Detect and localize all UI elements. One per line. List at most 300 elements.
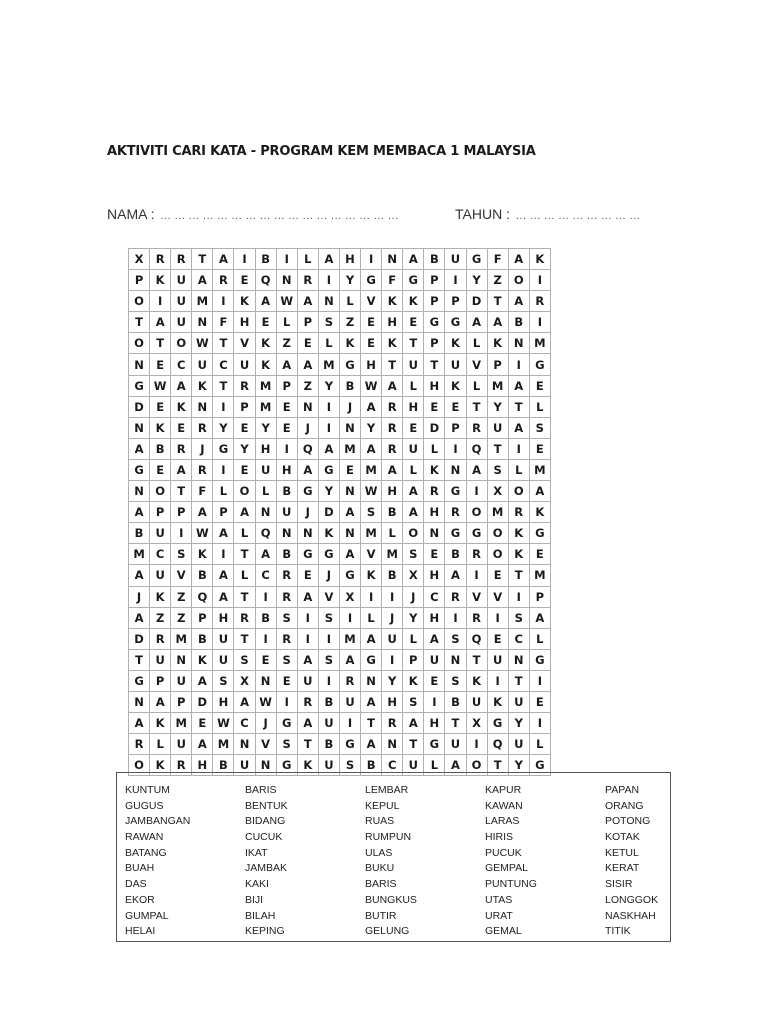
grid-cell[interactable]: A [508, 291, 529, 312]
grid-cell[interactable]: R [529, 291, 550, 312]
grid-cell[interactable]: L [529, 734, 550, 755]
grid-cell[interactable]: T [234, 544, 255, 565]
grid-cell[interactable]: T [129, 312, 150, 333]
grid-cell[interactable]: S [529, 417, 550, 438]
grid-cell[interactable]: P [445, 417, 466, 438]
grid-cell[interactable]: I [466, 481, 487, 502]
grid-cell[interactable]: I [318, 417, 339, 438]
grid-cell[interactable]: S [339, 755, 360, 776]
grid-cell[interactable]: Q [192, 586, 213, 607]
grid-cell[interactable]: L [382, 523, 403, 544]
grid-cell[interactable]: U [276, 502, 297, 523]
grid-cell[interactable]: Y [318, 375, 339, 396]
grid-cell[interactable]: P [276, 375, 297, 396]
grid-cell[interactable]: R [192, 417, 213, 438]
grid-cell[interactable]: R [171, 249, 192, 270]
grid-cell[interactable]: I [276, 691, 297, 712]
grid-cell[interactable]: G [339, 734, 360, 755]
grid-cell[interactable]: M [129, 544, 150, 565]
grid-cell[interactable]: N [382, 249, 403, 270]
grid-cell[interactable]: Y [361, 417, 382, 438]
grid-cell[interactable]: S [487, 459, 508, 480]
grid-cell[interactable]: N [339, 417, 360, 438]
grid-cell[interactable]: K [255, 333, 276, 354]
grid-cell[interactable]: L [361, 607, 382, 628]
grid-cell[interactable]: V [318, 586, 339, 607]
grid-cell[interactable]: N [192, 312, 213, 333]
grid-cell[interactable]: L [339, 291, 360, 312]
grid-cell[interactable]: G [339, 565, 360, 586]
grid-cell[interactable]: K [192, 544, 213, 565]
grid-cell[interactable]: A [297, 586, 318, 607]
grid-cell[interactable]: U [297, 670, 318, 691]
grid-cell[interactable]: D [129, 396, 150, 417]
grid-cell[interactable]: A [508, 375, 529, 396]
grid-cell[interactable]: L [466, 333, 487, 354]
grid-cell[interactable]: P [171, 502, 192, 523]
grid-cell[interactable]: K [192, 649, 213, 670]
grid-cell[interactable]: M [361, 459, 382, 480]
grid-cell[interactable]: E [529, 691, 550, 712]
grid-cell[interactable]: A [424, 628, 445, 649]
grid-cell[interactable]: P [487, 354, 508, 375]
grid-cell[interactable]: P [234, 396, 255, 417]
grid-cell[interactable]: B [361, 755, 382, 776]
grid-cell[interactable]: Y [255, 417, 276, 438]
grid-cell[interactable]: W [361, 375, 382, 396]
grid-cell[interactable]: M [382, 544, 403, 565]
grid-cell[interactable]: A [466, 459, 487, 480]
grid-cell[interactable]: E [445, 396, 466, 417]
grid-cell[interactable]: R [382, 417, 403, 438]
grid-cell[interactable]: N [255, 670, 276, 691]
grid-cell[interactable]: W [255, 691, 276, 712]
grid-cell[interactable]: B [276, 481, 297, 502]
grid-cell[interactable]: G [466, 523, 487, 544]
grid-cell[interactable]: B [508, 312, 529, 333]
grid-cell[interactable]: S [318, 312, 339, 333]
grid-cell[interactable]: O [487, 523, 508, 544]
grid-cell[interactable]: I [276, 438, 297, 459]
grid-cell[interactable]: E [487, 628, 508, 649]
grid-cell[interactable]: U [487, 649, 508, 670]
grid-cell[interactable]: M [339, 438, 360, 459]
grid-cell[interactable]: T [234, 628, 255, 649]
grid-cell[interactable]: G [445, 312, 466, 333]
grid-cell[interactable]: U [171, 270, 192, 291]
grid-cell[interactable]: V [255, 734, 276, 755]
grid-cell[interactable]: R [466, 607, 487, 628]
grid-cell[interactable]: G [445, 481, 466, 502]
grid-cell[interactable]: I [339, 713, 360, 734]
grid-cell[interactable]: Y [213, 417, 234, 438]
grid-cell[interactable]: X [403, 565, 424, 586]
grid-cell[interactable]: M [361, 523, 382, 544]
grid-cell[interactable]: F [487, 249, 508, 270]
grid-cell[interactable]: O [150, 481, 171, 502]
grid-cell[interactable]: E [529, 375, 550, 396]
grid-cell[interactable]: Y [508, 755, 529, 776]
grid-cell[interactable]: H [192, 755, 213, 776]
grid-cell[interactable]: A [192, 670, 213, 691]
grid-cell[interactable]: B [150, 438, 171, 459]
grid-cell[interactable]: B [213, 755, 234, 776]
grid-cell[interactable]: Q [466, 628, 487, 649]
grid-cell[interactable]: U [403, 354, 424, 375]
grid-cell[interactable]: V [171, 565, 192, 586]
grid-cell[interactable]: W [276, 291, 297, 312]
grid-cell[interactable]: J [297, 502, 318, 523]
grid-cell[interactable]: B [255, 607, 276, 628]
grid-cell[interactable]: N [192, 396, 213, 417]
grid-cell[interactable]: L [529, 628, 550, 649]
grid-cell[interactable]: E [234, 270, 255, 291]
grid-cell[interactable]: E [150, 396, 171, 417]
grid-cell[interactable]: U [382, 628, 403, 649]
grid-cell[interactable]: U [318, 755, 339, 776]
grid-cell[interactable]: K [403, 291, 424, 312]
grid-cell[interactable]: K [171, 396, 192, 417]
grid-cell[interactable]: U [403, 438, 424, 459]
grid-cell[interactable]: R [297, 270, 318, 291]
grid-cell[interactable]: R [382, 396, 403, 417]
grid-cell[interactable]: U [445, 734, 466, 755]
grid-cell[interactable]: O [466, 502, 487, 523]
grid-cell[interactable]: I [255, 628, 276, 649]
grid-cell[interactable]: K [529, 502, 550, 523]
grid-cell[interactable]: I [297, 628, 318, 649]
grid-cell[interactable]: H [382, 312, 403, 333]
grid-cell[interactable]: L [276, 312, 297, 333]
grid-cell[interactable]: P [529, 586, 550, 607]
grid-cell[interactable]: B [318, 734, 339, 755]
grid-cell[interactable]: K [382, 333, 403, 354]
grid-cell[interactable]: C [424, 586, 445, 607]
grid-cell[interactable]: N [445, 649, 466, 670]
grid-cell[interactable]: M [529, 333, 550, 354]
grid-cell[interactable]: C [382, 755, 403, 776]
grid-cell[interactable]: U [466, 691, 487, 712]
grid-cell[interactable]: A [255, 291, 276, 312]
grid-cell[interactable]: A [361, 396, 382, 417]
grid-cell[interactable]: R [445, 502, 466, 523]
grid-cell[interactable]: T [403, 333, 424, 354]
grid-cell[interactable]: K [487, 691, 508, 712]
grid-cell[interactable]: R [171, 755, 192, 776]
grid-cell[interactable]: B [192, 565, 213, 586]
grid-cell[interactable]: I [255, 586, 276, 607]
grid-cell[interactable]: N [129, 691, 150, 712]
grid-cell[interactable]: G [529, 755, 550, 776]
grid-cell[interactable]: U [508, 734, 529, 755]
grid-cell[interactable]: J [255, 713, 276, 734]
grid-cell[interactable]: I [213, 291, 234, 312]
grid-cell[interactable]: E [276, 417, 297, 438]
grid-cell[interactable]: I [339, 607, 360, 628]
grid-cell[interactable]: V [361, 291, 382, 312]
grid-cell[interactable]: O [129, 291, 150, 312]
grid-cell[interactable]: I [445, 607, 466, 628]
grid-cell[interactable]: D [192, 691, 213, 712]
grid-cell[interactable]: N [382, 734, 403, 755]
grid-cell[interactable]: M [171, 628, 192, 649]
grid-cell[interactable]: N [171, 649, 192, 670]
grid-cell[interactable]: N [297, 523, 318, 544]
grid-cell[interactable]: P [445, 291, 466, 312]
grid-cell[interactable]: N [276, 523, 297, 544]
grid-cell[interactable]: A [213, 586, 234, 607]
grid-cell[interactable]: M [487, 375, 508, 396]
grid-cell[interactable]: E [150, 459, 171, 480]
grid-cell[interactable]: M [529, 565, 550, 586]
grid-cell[interactable]: I [318, 270, 339, 291]
grid-cell[interactable]: S [403, 691, 424, 712]
grid-cell[interactable]: A [297, 649, 318, 670]
grid-cell[interactable]: A [339, 502, 360, 523]
grid-cell[interactable]: R [234, 607, 255, 628]
grid-cell[interactable]: R [339, 670, 360, 691]
grid-cell[interactable]: L [424, 755, 445, 776]
grid-cell[interactable]: I [318, 670, 339, 691]
grid-cell[interactable]: A [192, 734, 213, 755]
grid-cell[interactable]: I [529, 270, 550, 291]
grid-cell[interactable]: A [508, 249, 529, 270]
grid-cell[interactable]: R [129, 734, 150, 755]
grid-cell[interactable]: R [445, 586, 466, 607]
grid-cell[interactable]: O [171, 333, 192, 354]
grid-cell[interactable]: Z [171, 586, 192, 607]
grid-cell[interactable]: V [487, 586, 508, 607]
grid-cell[interactable]: P [297, 312, 318, 333]
grid-cell[interactable]: W [213, 713, 234, 734]
grid-cell[interactable]: C [255, 565, 276, 586]
grid-cell[interactable]: S [276, 607, 297, 628]
grid-cell[interactable]: B [276, 544, 297, 565]
grid-cell[interactable]: T [129, 649, 150, 670]
grid-cell[interactable]: I [487, 670, 508, 691]
grid-cell[interactable]: S [171, 544, 192, 565]
grid-cell[interactable]: U [234, 354, 255, 375]
grid-cell[interactable]: O [129, 755, 150, 776]
grid-cell[interactable]: G [297, 544, 318, 565]
grid-cell[interactable]: Z [276, 333, 297, 354]
grid-cell[interactable]: K [487, 333, 508, 354]
grid-cell[interactable]: I [529, 713, 550, 734]
grid-cell[interactable]: V [466, 586, 487, 607]
grid-cell[interactable]: A [339, 544, 360, 565]
grid-cell[interactable]: I [213, 544, 234, 565]
grid-cell[interactable]: A [466, 312, 487, 333]
grid-cell[interactable]: N [361, 670, 382, 691]
grid-cell[interactable]: S [276, 649, 297, 670]
grid-cell[interactable]: U [171, 670, 192, 691]
grid-cell[interactable]: J [403, 586, 424, 607]
grid-cell[interactable]: I [508, 354, 529, 375]
grid-cell[interactable]: K [255, 354, 276, 375]
grid-cell[interactable]: I [361, 249, 382, 270]
grid-cell[interactable]: H [213, 691, 234, 712]
grid-cell[interactable]: U [171, 312, 192, 333]
grid-cell[interactable]: G [318, 544, 339, 565]
grid-cell[interactable]: X [234, 670, 255, 691]
grid-cell[interactable]: T [466, 396, 487, 417]
grid-cell[interactable]: T [213, 375, 234, 396]
grid-cell[interactable]: R [424, 481, 445, 502]
grid-cell[interactable]: K [150, 270, 171, 291]
grid-cell[interactable]: D [424, 417, 445, 438]
grid-cell[interactable]: T [508, 396, 529, 417]
grid-cell[interactable]: R [466, 544, 487, 565]
grid-cell[interactable]: A [403, 249, 424, 270]
grid-cell[interactable]: T [466, 649, 487, 670]
grid-cell[interactable]: A [403, 502, 424, 523]
grid-cell[interactable]: T [424, 354, 445, 375]
grid-cell[interactable]: C [213, 354, 234, 375]
grid-cell[interactable]: N [339, 481, 360, 502]
grid-cell[interactable]: R [150, 249, 171, 270]
grid-cell[interactable]: G [297, 481, 318, 502]
grid-cell[interactable]: K [150, 755, 171, 776]
grid-cell[interactable]: S [318, 607, 339, 628]
grid-cell[interactable]: T [297, 734, 318, 755]
grid-cell[interactable]: E [529, 544, 550, 565]
grid-cell[interactable]: E [234, 417, 255, 438]
grid-cell[interactable]: A [297, 291, 318, 312]
grid-cell[interactable]: H [424, 565, 445, 586]
grid-cell[interactable]: X [466, 713, 487, 734]
grid-cell[interactable]: G [445, 523, 466, 544]
grid-cell[interactable]: H [255, 438, 276, 459]
grid-cell[interactable]: I [213, 396, 234, 417]
grid-cell[interactable]: G [276, 713, 297, 734]
grid-cell[interactable]: N [276, 270, 297, 291]
grid-cell[interactable]: I [445, 270, 466, 291]
grid-cell[interactable]: O [129, 333, 150, 354]
grid-cell[interactable]: J [297, 417, 318, 438]
tahun-field[interactable] [455, 206, 640, 222]
grid-cell[interactable]: C [508, 628, 529, 649]
grid-cell[interactable]: H [424, 713, 445, 734]
grid-cell[interactable]: R [297, 691, 318, 712]
grid-cell[interactable]: S [403, 544, 424, 565]
grid-cell[interactable]: I [361, 586, 382, 607]
grid-cell[interactable]: H [403, 396, 424, 417]
grid-cell[interactable]: E [150, 354, 171, 375]
grid-cell[interactable]: A [150, 312, 171, 333]
grid-cell[interactable]: K [466, 670, 487, 691]
grid-cell[interactable]: A [171, 375, 192, 396]
grid-cell[interactable]: A [192, 502, 213, 523]
grid-cell[interactable]: A [129, 565, 150, 586]
grid-cell[interactable]: B [445, 544, 466, 565]
grid-cell[interactable]: U [213, 649, 234, 670]
grid-cell[interactable]: Q [466, 438, 487, 459]
grid-cell[interactable]: I [424, 691, 445, 712]
grid-cell[interactable]: T [192, 249, 213, 270]
grid-cell[interactable]: D [318, 502, 339, 523]
grid-cell[interactable]: T [487, 291, 508, 312]
grid-cell[interactable]: C [150, 544, 171, 565]
grid-cell[interactable]: E [487, 565, 508, 586]
grid-cell[interactable]: A [445, 755, 466, 776]
grid-cell[interactable]: D [129, 628, 150, 649]
grid-cell[interactable]: H [424, 375, 445, 396]
grid-cell[interactable]: S [213, 670, 234, 691]
grid-cell[interactable]: K [529, 249, 550, 270]
grid-cell[interactable]: I [466, 565, 487, 586]
grid-cell[interactable]: R [508, 502, 529, 523]
grid-cell[interactable]: K [192, 375, 213, 396]
grid-cell[interactable]: L [466, 375, 487, 396]
grid-cell[interactable]: G [339, 354, 360, 375]
grid-cell[interactable]: I [487, 607, 508, 628]
grid-cell[interactable]: R [171, 438, 192, 459]
grid-cell[interactable]: U [318, 713, 339, 734]
grid-cell[interactable]: Y [508, 713, 529, 734]
grid-cell[interactable]: A [171, 459, 192, 480]
grid-cell[interactable]: U [445, 249, 466, 270]
grid-cell[interactable]: K [445, 375, 466, 396]
grid-cell[interactable]: S [276, 734, 297, 755]
grid-cell[interactable]: B [192, 628, 213, 649]
grid-cell[interactable]: U [487, 417, 508, 438]
grid-cell[interactable]: U [150, 523, 171, 544]
grid-cell[interactable]: A [318, 438, 339, 459]
grid-cell[interactable]: K [424, 459, 445, 480]
grid-cell[interactable]: T [508, 565, 529, 586]
grid-cell[interactable]: G [129, 670, 150, 691]
grid-cell[interactable]: N [234, 734, 255, 755]
grid-cell[interactable]: G [424, 734, 445, 755]
grid-cell[interactable]: D [466, 291, 487, 312]
grid-cell[interactable]: E [255, 312, 276, 333]
grid-cell[interactable]: U [445, 354, 466, 375]
grid-cell[interactable]: T [171, 481, 192, 502]
grid-cell[interactable]: K [403, 670, 424, 691]
grid-cell[interactable]: E [234, 459, 255, 480]
grid-cell[interactable]: N [129, 481, 150, 502]
grid-cell[interactable]: A [318, 249, 339, 270]
grid-cell[interactable]: Y [234, 438, 255, 459]
grid-cell[interactable]: A [192, 270, 213, 291]
grid-cell[interactable]: Q [487, 734, 508, 755]
grid-cell[interactable]: G [129, 459, 150, 480]
grid-cell[interactable]: E [403, 417, 424, 438]
grid-cell[interactable]: L [508, 459, 529, 480]
grid-cell[interactable]: E [361, 312, 382, 333]
grid-cell[interactable]: G [213, 438, 234, 459]
grid-cell[interactable]: N [445, 459, 466, 480]
grid-cell[interactable]: A [129, 607, 150, 628]
grid-cell[interactable]: B [339, 375, 360, 396]
grid-cell[interactable]: E [403, 312, 424, 333]
grid-cell[interactable]: A [403, 713, 424, 734]
grid-cell[interactable]: S [234, 649, 255, 670]
grid-cell[interactable]: U [150, 565, 171, 586]
grid-cell[interactable]: I [297, 607, 318, 628]
grid-cell[interactable]: N [297, 396, 318, 417]
grid-cell[interactable]: L [213, 481, 234, 502]
grid-cell[interactable]: T [361, 713, 382, 734]
grid-cell[interactable]: M [339, 628, 360, 649]
grid-cell[interactable]: E [339, 459, 360, 480]
grid-cell[interactable]: P [424, 270, 445, 291]
grid-cell[interactable]: K [508, 544, 529, 565]
grid-cell[interactable]: F [192, 481, 213, 502]
grid-cell[interactable]: S [361, 502, 382, 523]
grid-cell[interactable]: M [171, 713, 192, 734]
grid-cell[interactable]: N [129, 354, 150, 375]
